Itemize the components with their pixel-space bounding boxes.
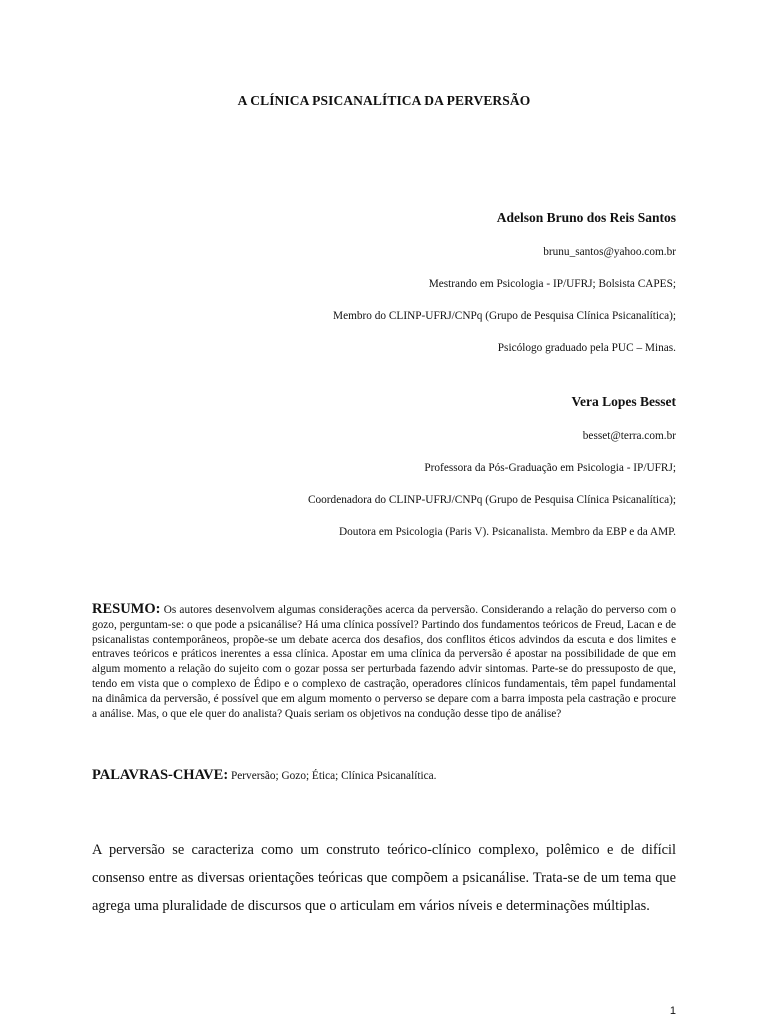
keywords-text: Perversão; Gozo; Ética; Clínica Psicanalítica.: [231, 770, 437, 782]
author-affiliation: Professora da Pós-Graduação em Psicologia - IP/UFRJ;: [424, 462, 676, 474]
abstract-text: Os autores desenvolvem algumas considerações acerca da perversão. Considerando a relação do perverso com o gozo, perguntam-se: o que pode a psicanálise? Há uma clínica possível? Partindo dos fundamentos teóricos de Freud, Lacan e de psicanalistas contemporâneos, propõe-se um debate acerca dos desafios, dos conflitos éticos advindos da escuta e dos limites e entraves teóricos e práticos inerentes a essa clínica. Apostar em uma clínica da perversão é apostar na possibilidade de que em algum momento a relação do sujeito com o gozar possa ser perturbada fazendo advir sintomas. Parte-se do pressuposto de que, tendo em vista que o complexo de Édipo e o complexo de castração, operadores clínicos fundamentais, têm papel fundamental na dinâmica da perversão, é possível que em algum momento o perverso se depare com a barra imposta pela castração e procure a análise. Mas, o que ele quer do analista? Quais seriam os objetivos na condução desse tipo de análise?: [92, 604, 677, 720]
author-block-2: [92, 393, 676, 539]
author-email: besset@terra.com.br: [582, 430, 676, 442]
page-number: 1: [669, 1005, 676, 1017]
author-affiliation: Mestrando em Psicologia - IP/UFRJ; Bolsista CAPES;: [428, 278, 676, 290]
keywords-label: PALAVRAS-CHAVE:: [92, 767, 229, 783]
author-affiliation: Coordenadora do CLINP-UFRJ/CNPq (Grupo de Pesquisa Clínica Psicanalítica);: [307, 494, 676, 506]
author-block-1: [92, 209, 676, 355]
body-paragraph: A perversão se caracteriza como um construto teórico-clínico complexo, polêmico e de difícil consenso entre as diversas orientações teóricas que compõem a psicanálise. Trata-se de um tema que agrega uma pluralidade de discursos que o articulam em vários níveis e determinações múltiplas.: [92, 842, 676, 914]
author-affiliation: Doutora em Psicologia (Paris V). Psicanalista. Membro da EBP e da AMP.: [339, 526, 676, 538]
paper-title: A CLÍNICA PSICANALÍTICA DA PERVERSÃO: [237, 93, 531, 108]
author-affiliation: Psicólogo graduado pela PUC – Minas.: [497, 342, 676, 354]
author-affiliation: Membro do CLINP-UFRJ/CNPq (Grupo de Pesquisa Clínica Psicanalítica);: [333, 310, 676, 322]
author-name: Adelson Bruno dos Reis Santos: [496, 210, 676, 225]
author-email: brunu_santos@yahoo.com.br: [543, 246, 676, 258]
abstract-label: RESUMO:: [92, 601, 161, 617]
abstract: [92, 602, 676, 721]
author-name: Vera Lopes Besset: [571, 394, 676, 409]
keywords: [92, 766, 676, 785]
